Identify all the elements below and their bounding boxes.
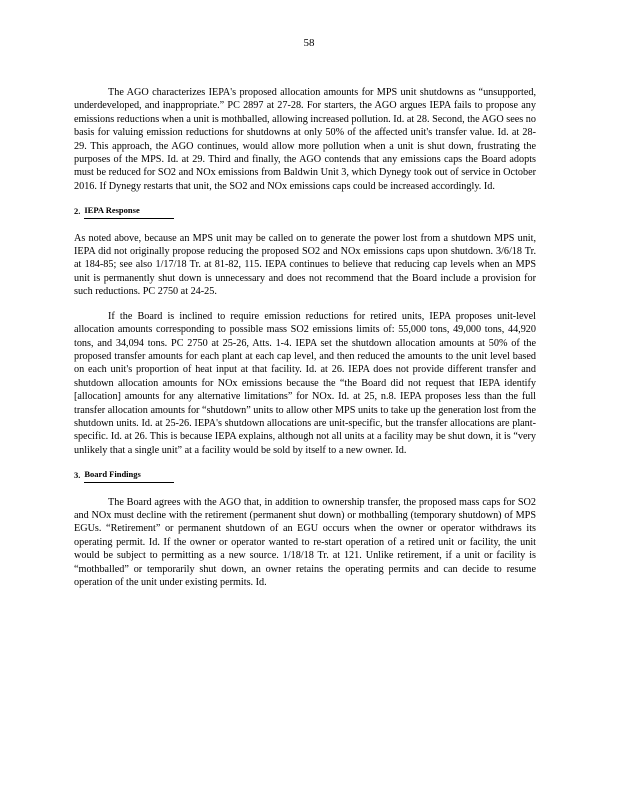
paragraph-iepa-response: As noted above, because an MPS unit may be called on to generate the power lost from a shutdown MPS unit, IEPA did not originally propose reducing the proposed SO2 and NOx emissions caps upon shutdown. 3/6/18 Tr. at 184-85; see also 1/17/18 Tr. at 81-82, 115. IEPA continues to believe that reducing cap levels when an MPS unit is permanently shut down is unnecessary and does not recommend that the Board include a provision for such reductions. PC 2750 at 24-25.	[74, 232, 536, 298]
paragraph-ago-characterization: The AGO characterizes IEPA's proposed allocation amounts for MPS unit shutdowns as “unsupported, underdeveloped, and inappropriate.” PC 2897 at 27-28. For starters, the AGO argues IEPA fails to propose any emissions reductions when a unit is mothballed, allowing increased pollution. Id. at 28. Second, the AGO sees no basis for valuing emission reductions for shutdowns at only 50% of the affected unit's transfer value. Id. at 28-29. This approach, the AGO continues, would allow more pollution when a unit is shut down, frustrating the purposes of the MPS. Id. at 29. Third and finally, the AGO contends that any emissions caps the Board adopts must be reduced for SO2 and NOx emissions from Baldwin Unit 3, which Dynegy took out of service in October 2016. If Dynegy restarts that unit, the SO2 and NOx emissions caps could be increased accordingly. Id.	[74, 87, 536, 192]
section-number: 3.	[74, 470, 81, 481]
page-body	[74, 86, 536, 600]
section-heading-iepa-response	[74, 204, 536, 218]
section-title: Board Findings	[84, 468, 174, 482]
section-number: 2.	[74, 206, 81, 217]
page-number: 58	[303, 37, 315, 49]
paragraph-iepa-allocation: If the Board is inclined to require emission reductions for retired units, IEPA proposes unit-level allocation amounts corresponding to possible mass SO2 emissions limits of: 55,000 tons, 49,000 tons, 44,920 tons, and 34,094 tons. PC 2750 at 25-26, Atts. 1-4. IEPA set the shutdown allocation amounts at 50% of the proposed transfer amounts for each plant at each cap level, and then reduced the amounts to the unit level based on each unit's proportion of heat input at that facility. Id. at 26. IEPA does not provide different transfer and shutdown allocation amounts for NOx emissions because the “the Board did not request that IEPA identify [allocation] amounts for any alternative limitations” for NOx. Id. at 25, n.8. IEPA proposes less than the full transfer allocation amounts for “shutdown” units to allow other MPS units to take up the generation lost from the shutdown units. Id. at 25-26. IEPA's shutdown allocations are unit-specific, but the transfer allocations are plant-specific. Id. at 26. This is because IEPA explains, although not all units at a facility may be shut down, it is “very unlikely that a single unit” at a facility would be sold by itself to a new owner. Id.	[74, 310, 536, 456]
section-title: IEPA Response	[84, 204, 174, 218]
paragraph-board-findings: The Board agrees with the AGO that, in addition to ownership transfer, the proposed mass caps for SO2 and NOx must decline with the retirement (permanent shut down) or mothballing (temporary shutdown) of MPS EGUs. “Retirement” or permanent shutdown of an EGU occurs when the owner or operator withdraws its operating permit. Id. If the owner or operator wanted to re-start operation of a retired unit or facility, the unit would be subject to permitting as a new source. 1/18/18 Tr. at 121. Unlike retirement, if a unit or facility is “mothballed” or temporarily shut down, an owner retains the operating permits and can decide to resume operation of the unit under existing permits. Id.	[74, 496, 536, 588]
section-heading-board-findings	[74, 468, 536, 482]
